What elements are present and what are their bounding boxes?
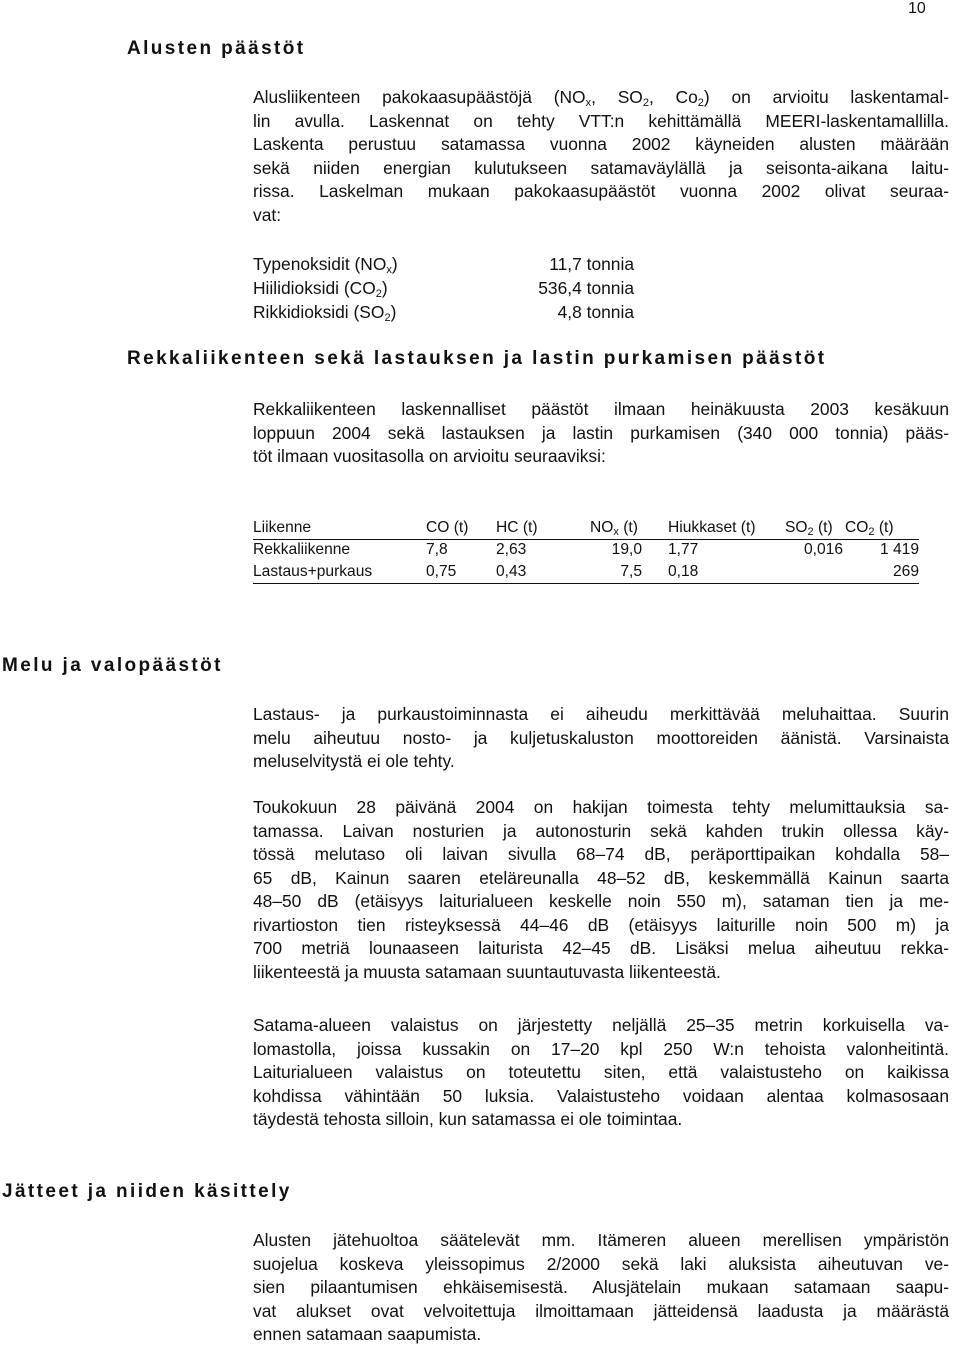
emission-row [253, 278, 634, 302]
subscript: 2 [384, 312, 391, 324]
alusten-line: Alusliikenteen pakokaasupäästöjä ($NO_x$, $SO_2$, $Co_2$) on arvioitu laskentamal- [253, 87, 950, 109]
jatteet-paragraph [253, 1229, 949, 1347]
emissions-table [253, 517, 919, 584]
table-cell: 0,75 [426, 561, 496, 583]
table-cell: 19,0 [611, 541, 642, 559]
table-cell: 0,18 [668, 561, 785, 583]
emission-value: 536,4 tonnia [538, 278, 634, 298]
subscript: x [585, 97, 592, 109]
jatteet-line: ennen satamaan saapumista. [253, 1324, 482, 1344]
table-header-cell: Hiukkaset (t) [668, 517, 785, 539]
table-cell: 1 419 [879, 541, 919, 559]
melu-p3-line: täydestä tehosta silloin, kun satamassa ei ole toimintaa. [253, 1109, 683, 1129]
melu-p2-line: 65 dB, Kainun saaren eteläreunalla 48–52 dB, keskemmällä Kainun saarta [253, 867, 949, 888]
emission-row [253, 254, 634, 278]
section-heading-jatteet: Jätteet ja niiden käsittely [2, 1181, 292, 1202]
jatteet-line: sien pilaantumisen ehkäisemisestä. Alusjätelain mukaan satamaan saapu- [253, 1277, 949, 1297]
table-cell: 0,43 [496, 561, 590, 583]
page-number: 10 [908, 0, 926, 17]
alusten-paragraph [253, 86, 949, 227]
subscript: 2 [868, 525, 875, 538]
section-heading-alusten-paastot: Alusten päästöt [127, 38, 306, 59]
table-cell: 2,63 [496, 541, 527, 559]
table-cell: Rekkaliikenne [253, 541, 351, 559]
jatteet-line: vat alukset ovat velvoitettuja ilmoittamaan jätteidensä laadusta ja määrästä [253, 1300, 949, 1321]
section-heading-melu: Melu ja valopäästöt [2, 655, 223, 676]
melu-p2-line: liikenteestä ja muusta satamaan suuntautuvasta liikenteestä. [253, 961, 721, 982]
jatteet-line: Alusten jätehuoltoa säätelevät mm. Itämeren alueen merellisen ympäristön [253, 1230, 949, 1250]
rekka-line: töt ilmaan vuositasolla on arvioitu seuraaviksi: [253, 446, 606, 466]
melu-p3-line: Satama-alueen valaistus on järjestetty neljällä 25–35 metrin korkuisella va- [253, 1015, 949, 1035]
rekka-line: Rekkaliikenteen laskennalliset päästöt ilmaan heinäkuusta 2003 kesäkuun [253, 399, 949, 419]
emission-value: 11,7 tonnia [549, 254, 634, 274]
emission-name: Hiilidioksidi $(CO_2)$ [253, 278, 388, 300]
alusten-line: Laskenta perustuu satamassa vuonna 2002 käyneiden alusten määrään [253, 134, 949, 154]
table-header-row [253, 517, 919, 539]
subscript: x [386, 264, 392, 276]
subscript: 2 [807, 525, 814, 538]
melu-p1-line: melu aiheutuu nosto- ja kuljetuskaluston moottoreiden äänistä. Varsinaista [253, 727, 949, 748]
emission-name: Typenoksidit $(NO_x)$ [253, 254, 398, 276]
melu-paragraph-2 [253, 796, 949, 984]
jatteet-line: suojelua koskeva yleissopimus 2/2000 sekä laki aluksista aiheutuvan ve- [253, 1253, 949, 1274]
subscript: x [613, 525, 619, 538]
melu-p2-line: rivartioston tien risteyksessä 44–46 dB (etäisyys laiturille noin 500 m) ja [253, 914, 949, 935]
table-row [253, 561, 919, 583]
table-cell: 7,5 [590, 561, 668, 583]
table-header-cell: $CO_2$ (t) [845, 517, 919, 539]
subscript: 2 [375, 288, 382, 300]
rekka-paragraph [253, 398, 949, 469]
melu-p2-line: 700 metriä lounaaseen laiturista 42–45 dB. Lisäksi melua aiheutuu rekka- [253, 938, 949, 958]
melu-paragraph-1 [253, 703, 949, 774]
table-header-cell: $NO_x$ (t) [590, 517, 668, 539]
subscript: 2 [697, 97, 704, 109]
alusten-line: rissa. Laskelman mukaan pakokaasupäästöt vuonna 2002 olivat seuraa- [253, 181, 949, 201]
melu-p3-line: lomastolla, joissa kussakin on 17–20 kpl 250 W:n tehoista valonheitintä. [253, 1038, 949, 1059]
emission-name: Rikkidioksidi $(SO_2)$ [253, 302, 397, 324]
table-cell: 1,77 [668, 541, 699, 559]
melu-p1-line: meluselvitystä ei ole tehty. [253, 751, 455, 771]
section-heading-rekkaliikenne: Rekkaliikenteen sekä lastauksen ja lastin purkamisen päästöt [127, 348, 827, 369]
table-header-cell: Liikenne [253, 517, 426, 539]
alusten-line: vat: [253, 204, 282, 225]
subscript: 2 [642, 97, 649, 109]
alusten-line: sekä niiden energian kulutukseen satamaväylällä ja seisonta-aikana laitu- [253, 157, 949, 178]
melu-p2-line: tamassa. Laivan nosturien ja autonosturin sekä kahden trukin ollessa käy- [253, 820, 949, 841]
table-header-cell: CO (t) [426, 517, 496, 539]
rekka-line: loppuun 2004 sekä lastauksen ja lastin purkamisen (340 000 tonnia) pääs- [253, 422, 949, 443]
melu-p2-line: tössä melutaso oli laivan sivulla 68–74 dB, peräporttipaikan kohdalla 58– [253, 844, 949, 864]
table-header-cell: HC (t) [496, 517, 590, 539]
melu-p2-line: 48–50 dB (etäisyys laiturialueen keskelle noin 550 m), sataman tien ja me- [253, 891, 949, 911]
emission-list [253, 254, 634, 329]
table-cell: 269 [845, 561, 919, 583]
melu-p3-line: Laiturialueen valaistus on toteutettu siten, että valaistusteho on kaikissa [253, 1062, 949, 1082]
table-row [253, 539, 919, 561]
table-header-cell: $SO_2$ (t) [785, 517, 845, 539]
table-cell [785, 561, 845, 583]
melu-p2-line: Toukokuun 28 päivänä 2004 on hakijan toimesta tehty melumittauksia sa- [253, 797, 949, 817]
melu-paragraph-3 [253, 1014, 949, 1132]
melu-p1-line: Lastaus- ja purkaustoiminnasta ei aiheudu merkittävää meluhaittaa. Suurin [253, 704, 949, 724]
emission-value: 4,8 tonnia [557, 302, 634, 322]
melu-p3-line: kohdissa vähintään 50 luksia. Valaistusteho voidaan alentaa kolmasosaan [253, 1085, 949, 1106]
table-cell: 0,016 [803, 541, 843, 559]
emission-row [253, 302, 634, 326]
alusten-line: lin avulla. Laskennat on tehty VTT:n kehittämällä MEERI-laskentamallilla. [253, 110, 949, 131]
table-cell: 7,8 [426, 541, 448, 559]
table-cell: Lastaus+purkaus [253, 561, 426, 583]
